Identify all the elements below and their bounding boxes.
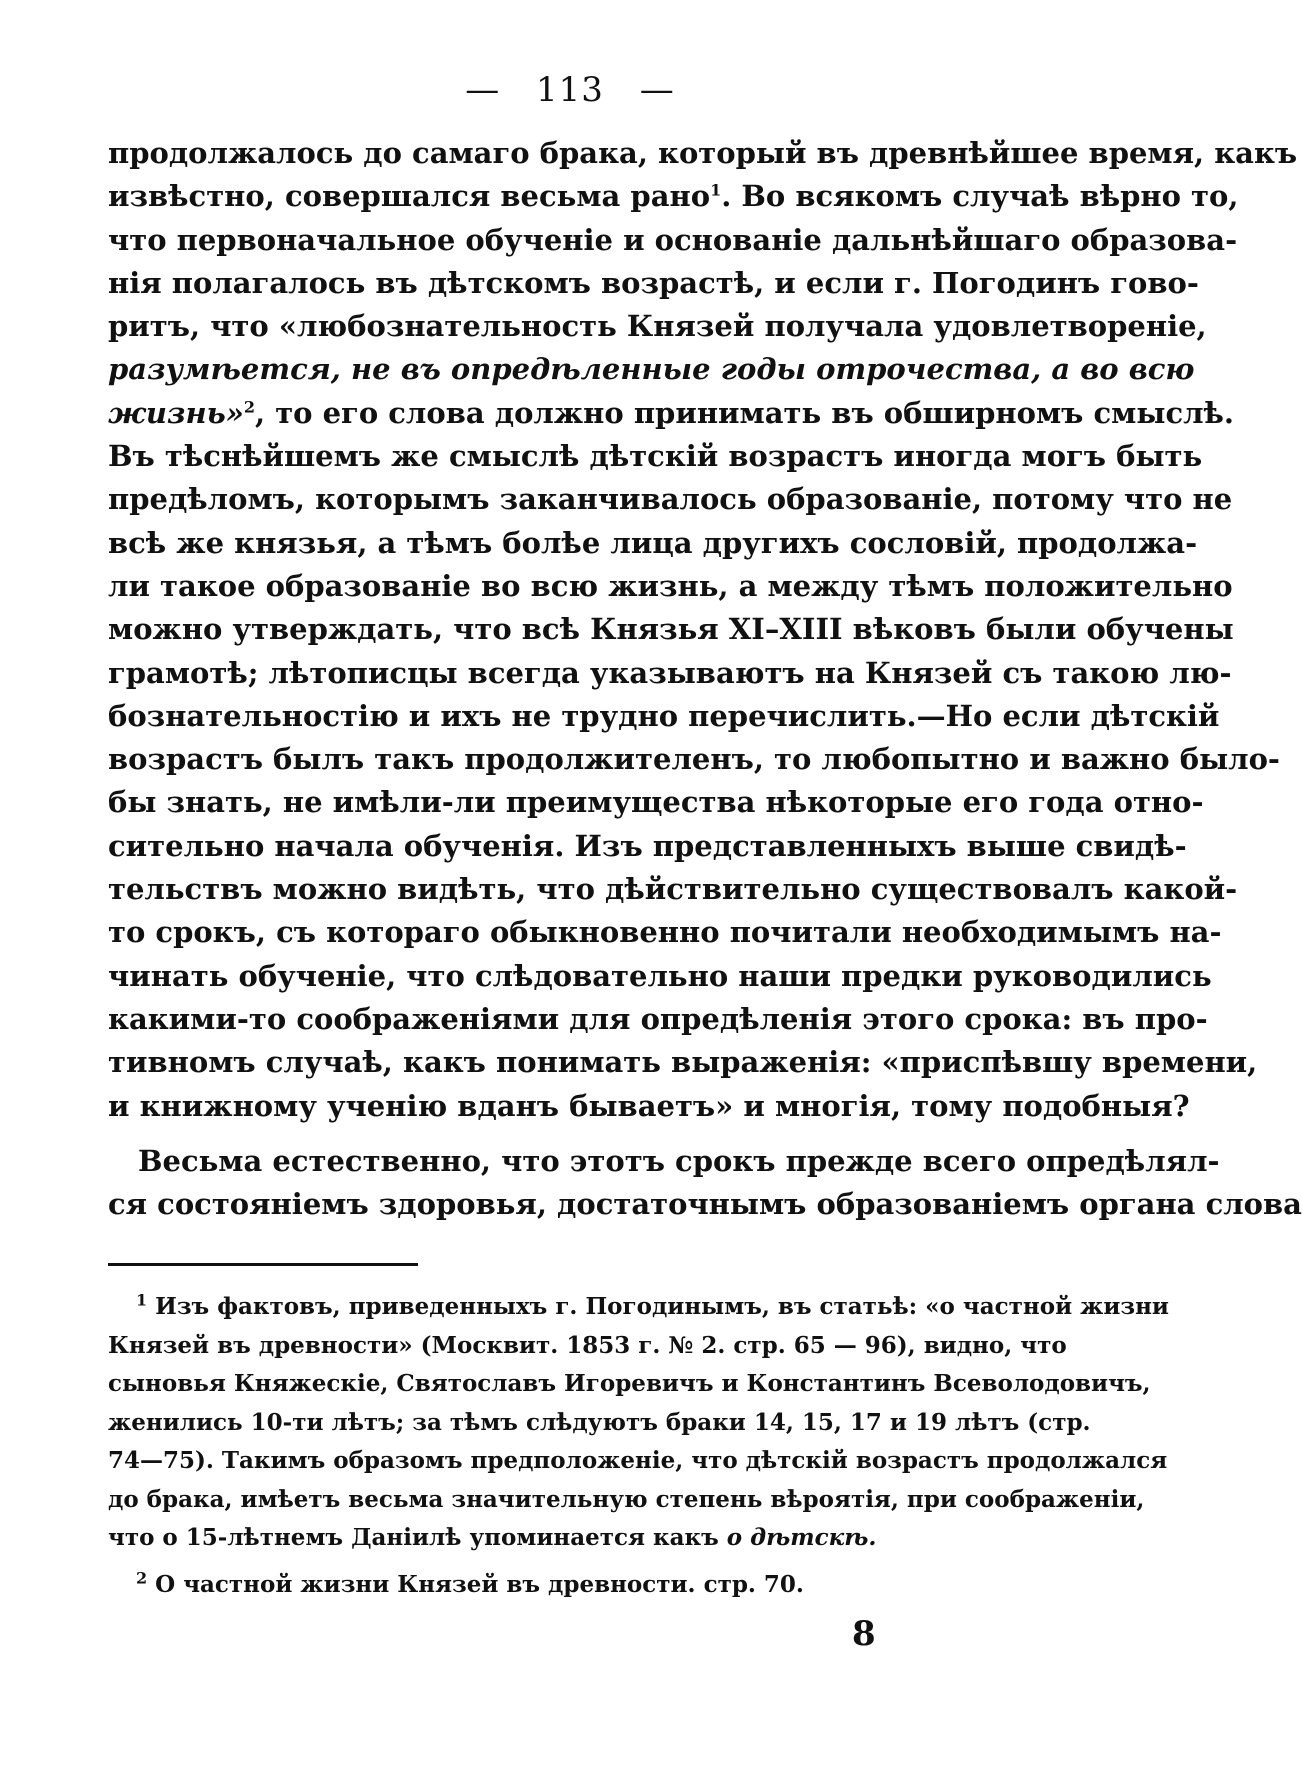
body-line [108, 1085, 1190, 1128]
footnote-line [108, 1566, 1038, 1605]
footnote-text: сыновья Княжескіе, Святославъ Игоревичъ и Константинъ Всеволодовичъ, [108, 1370, 1151, 1397]
body-line [108, 781, 1204, 824]
footnote-text: Изъ фактовъ, приведенныхъ г. Погодинымъ, въ статьѣ: «о частной жизни [147, 1293, 1169, 1320]
footnote-line [108, 1519, 1038, 1558]
body-line [108, 998, 1208, 1041]
body-line [108, 955, 1212, 998]
page-number-dash-left: — [465, 70, 501, 110]
line-text: всѣ же князья, а тѣмъ болѣе лица другихъ сословій, продолжа- [108, 525, 1198, 560]
line-text: бы знать, не имѣли-ли преимущества нѣкоторые его года отно- [108, 785, 1204, 820]
line-text: сительно начала обученія. Изъ представленныхъ выше свидѣ- [108, 828, 1187, 863]
line-text: ся состояніемъ здоровья, достаточнымъ образованіемъ органа слова [108, 1187, 1302, 1222]
line-text: и книжному ученію вданъ бываетъ» и многія, тому подобныя? [108, 1088, 1190, 1123]
footnote-line [108, 1442, 1168, 1481]
body-line [108, 219, 1238, 262]
body-line [108, 695, 1220, 738]
line-text: какими-то соображеніями для опредѣленія этого срока: въ про- [108, 1001, 1208, 1036]
line-text: ритъ, что «любознательность Князей получала удовлетвореніе, [108, 309, 1207, 344]
footnote-line [108, 1365, 1151, 1404]
footnote-line [108, 1288, 1169, 1327]
line-text: тельствъ можно видѣть, что дѣйствительно существовалъ какой- [108, 872, 1238, 907]
body-line [108, 522, 1198, 565]
line-text: бознательностію и ихъ не трудно перечислить.—Но если дѣтскій [108, 698, 1220, 733]
line-text: тивномъ случаѣ, какъ понимать выраженія: «приспѣвшу времени, [108, 1045, 1258, 1080]
body-line [108, 868, 1238, 911]
line-text: что первоначальное обученіе и основаніе дальнѣйшаго образова- [108, 222, 1238, 257]
body-line [108, 392, 1235, 435]
body-line [108, 1183, 1302, 1226]
line-text: грамотѣ; лѣтописцы всегда указываютъ на Князей съ такою лю- [108, 655, 1232, 690]
body-line [108, 478, 1233, 521]
body-line [108, 262, 1199, 305]
footnote-gap [108, 1558, 1038, 1566]
line-text: то срокъ, съ котораго обыкновенно почитали необходимымъ на- [108, 915, 1222, 950]
body-line [108, 435, 1203, 478]
body-line [108, 825, 1187, 868]
footnote-ref: 1 [710, 180, 722, 200]
body-line [108, 565, 1233, 608]
italic-text: жизнь» [108, 395, 244, 430]
page-number-value: 113 [536, 70, 604, 110]
line-text: возрастъ былъ такъ продолжителенъ, то любопытно и важно было- [108, 742, 1280, 777]
footnote-line [108, 1404, 1091, 1443]
line-text-tail: , то его слова должно принимать въ обширномъ смыслѣ. [255, 395, 1235, 430]
signature-mark: 8 [852, 1614, 876, 1654]
footnote-text: 74—75). Такимъ образомъ предположеніе, что дѣтскій возрастъ продолжался [108, 1447, 1168, 1474]
italic-text: разумѣется, не въ опредѣленные годы отрочества, а во всю [108, 352, 1195, 387]
line-text: ли такое образованіе во всю жизнь, а между тѣмъ положительно [108, 568, 1233, 603]
line-text: продолжалось до самаго брака, который въ древнѣйшее время, какъ [108, 136, 1298, 170]
body-line [108, 738, 1280, 781]
footnote-ref: 2 [243, 397, 255, 417]
body-line [108, 608, 1234, 651]
body-line [108, 175, 1239, 218]
line-text: Весьма естественно, что этотъ срокъ прежде всего опредѣлял- [138, 1143, 1220, 1178]
footnote-line [108, 1327, 1067, 1366]
body-line [108, 132, 1298, 175]
footnote-number: 2 [136, 1567, 148, 1587]
paragraph-gap [108, 1128, 1038, 1140]
footnote-line [108, 1481, 1145, 1520]
footnote-italic: о дѣтскѣ. [726, 1524, 877, 1551]
footnotes [108, 1288, 1169, 1604]
body-line [108, 911, 1222, 954]
body-line [108, 652, 1232, 695]
body-line [108, 348, 1195, 391]
line-text: нія полагалось въ дѣтскомъ возрастѣ, и если г. Погодинъ гово- [108, 265, 1199, 300]
footnote-divider [108, 1263, 418, 1266]
footnote-text: женились 10-ти лѣтъ; за тѣмъ слѣдуютъ браки 14, 15, 17 и 19 лѣтъ (стр. [108, 1408, 1091, 1436]
footnote-text: что о 15-лѣтнемъ Даніилѣ упоминается какъ [108, 1524, 727, 1551]
footnote-text: Князей въ древности» (Москвит. 1853 г. № 2. стр. 65 — 96), видно, что [108, 1331, 1067, 1359]
line-text: Въ тѣснѣйшемъ же смыслѣ дѣтскій возрастъ иногда могъ быть [108, 439, 1203, 474]
body-line [108, 1140, 1220, 1183]
line-text: можно утверждать, что всѣ Князья XI–XIII вѣковъ были обучены [108, 612, 1234, 647]
footnote-text: О частной жизни Князей въ древности. стр. 70. [147, 1570, 804, 1598]
body-line [108, 305, 1207, 348]
footnote-text: до брака, имѣетъ весьма значительную степень вѣроятія, при соображеніи, [108, 1485, 1145, 1513]
line-text: чинать обученіе, что слѣдовательно наши предки руководились [108, 958, 1212, 993]
line-text: предѣломъ, которымъ заканчивалось образованіе, потому что не [108, 482, 1233, 517]
body-line [108, 1041, 1258, 1084]
footnote-number: 1 [136, 1290, 148, 1310]
page-number-dash-right: — [639, 70, 675, 110]
line-text: извѣстно, совершался весьма рано [108, 179, 711, 214]
main-text [108, 132, 1302, 1226]
page-number [0, 70, 1140, 110]
line-text-tail: . Во всякомъ случаѣ вѣрно то, [721, 179, 1239, 214]
